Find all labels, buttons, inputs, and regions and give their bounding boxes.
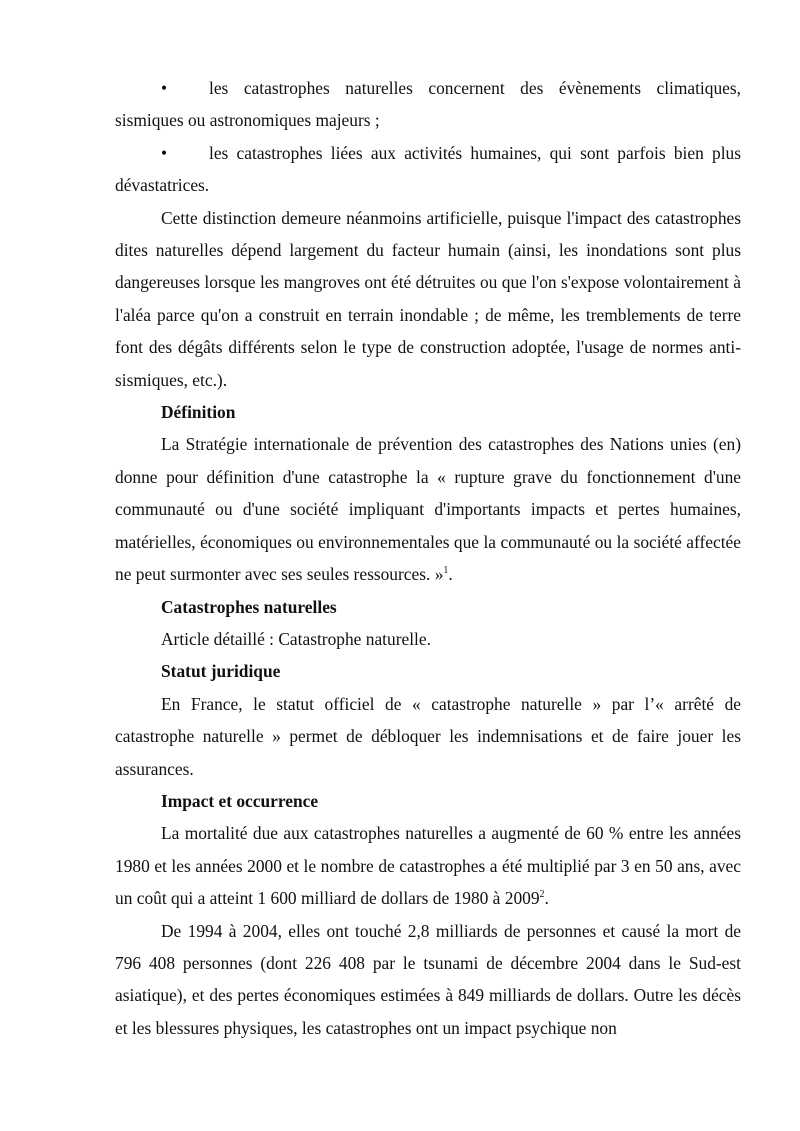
list-item <box>115 72 741 137</box>
list-item-text: les catastrophes liées aux activités humaines, qui sont parfois bien plus dévastatrices. <box>115 142 741 196</box>
section-heading-impact: Impact et occurrence <box>161 790 319 811</box>
paragraph-legal-status: En France, le statut officiel de « catastrophe naturelle » par l’« arrêté de catastrophe naturelle » permet de débloquer les indemnisations et de faire jouer les assurances. <box>115 693 741 779</box>
footnote-ref-1: 1 <box>443 565 449 577</box>
paragraph-definition-text: La Stratégie internationale de prévention des catastrophes des Nations unies (en) donne pour définition d'une catastrophe la « rupture grave du fonctionnement d'une communauté ou d'une société impliquant d'importants impacts et pertes humaines, matérielles, économiques ou environnementales que la communauté ou la société affectée ne peut surmonter avec ses seules ressources. » <box>115 434 741 585</box>
list-item-text: les catastrophes naturelles concernent des évènements climatiques, sismiques ou astronomiques majeurs ; <box>115 78 741 131</box>
section-heading-definition: Définition <box>161 402 236 423</box>
list-item <box>115 137 741 202</box>
footnote-ref-2: 2 <box>539 889 545 901</box>
bullet-marker: • <box>161 142 168 163</box>
section-heading-legal-status: Statut juridique <box>161 661 281 682</box>
paragraph-statistics: De 1994 à 2004, elles ont touché 2,8 milliards de personnes et causé la mort de 796 408 personnes (dont 226 408 par le tsunami de décembre 2004 dans le Sud-est asiatique), et des pertes économiques estimées à 849 milliards de dollars. Outre les décès et les blessures physiques, les catastrophes ont un impact psychique non <box>115 920 741 1038</box>
bullet-marker: • <box>161 78 168 98</box>
article-detail-note: Article détaillé : Catastrophe naturelle. <box>161 628 431 649</box>
paragraph-distinction: Cette distinction demeure néanmoins artificielle, puisque l'impact des catastrophes dites naturelles dépend largement du facteur humain (ainsi, les inondations sont plus dangereuses lorsque les mangroves ont été détruites ou que l'on s'expose volontairement à l'aléa parce qu'on a construit en terrain inondable ; de même, les tremblements de terre font des dégâts différents selon le type de construction adoptée, l'usage de normes anti-sismiques, etc.). <box>115 207 741 390</box>
document-page <box>115 72 741 1044</box>
paragraph-impact-end: . <box>544 888 549 909</box>
paragraph-definition-end: . <box>448 564 453 585</box>
section-heading-natural-disasters: Catastrophes naturelles <box>161 596 337 617</box>
paragraph-impact-text: La mortalité due aux catastrophes naturelles a augmenté de 60 % entre les années 1980 et les années 2000 et le nombre de catastrophes a été multiplié par 3 en 50 ans, avec un coût qui a atteint 1 600 milliard de dollars de 1980 à 2009 <box>115 823 741 909</box>
paragraph-impact <box>115 817 741 914</box>
paragraph-definition <box>115 428 741 590</box>
